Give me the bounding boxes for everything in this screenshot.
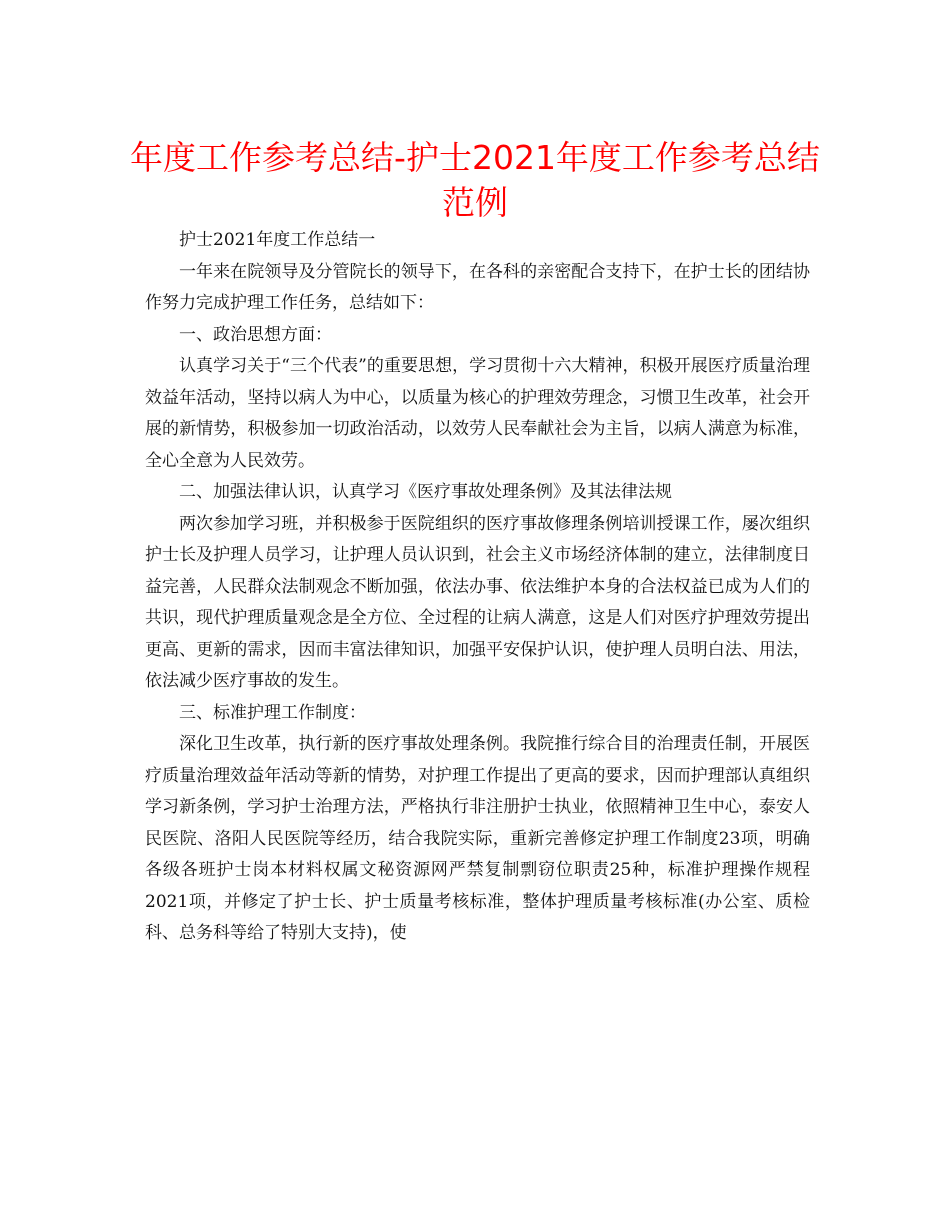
- paragraph: 一年来在院领导及分管院长的领导下，在各科的亲密配合支持下，在护士长的团结协作努力完成护理工作任务，总结如下：: [145, 261, 810, 313]
- section-heading: 三、标准护理工作制度：: [179, 702, 366, 723]
- document-body: [145, 225, 810, 950]
- section-heading: 护士2021年度工作总结一: [179, 230, 376, 250]
- section-heading: 二、加强法律认识，认真学习《医疗事故处理条例》及其法律法规: [179, 482, 672, 502]
- section-heading: 一、政治思想方面：: [179, 324, 332, 345]
- document-title: 年度工作参考总结-护士2021年度工作参考总结范例: [130, 138, 820, 222]
- paragraph: 认真学习关于“三个代表”的重要思想，学习贯彻十六大精神，积极开展医疗质量治理效益年活动，坚持以病人为中心，以质量为核心的护理效劳理念，习惯卫生改革，社会开展的新情势，积极参加一切政治活动，以效劳人民奉献社会为主旨，以病人满意为标准，全心全意为人民效劳。: [145, 356, 810, 471]
- paragraph: 两次参加学习班，并积极参于医院组织的医疗事故修理条例培训授课工作，屡次组织护士长及护理人员学习，让护理人员认识到，社会主义市场经济体制的建立，法律制度日益完善，人民群众法制观念不断加强，依法办事、依法维护本身的合法权益已成为人们的共识，现代护理质量观念是全方位、全过程的让病人满意，这是人们对医疗护理效劳提出更高、更新的需求，因而丰富法律知识，加强平安保护认识，使护理人员明白法、用法，依法减少医疗事故的发生。: [145, 513, 810, 691]
- paragraph: 深化卫生改革，执行新的医疗事故处理条例。我院推行综合目的治理责任制，开展医疗质量治理效益年活动等新的情势，对护理工作提出了更高的要求，因而护理部认真组织学习新条例，学习护士治理方法，严格执行非注册护士执业，依照精神卫生中心，泰安人民医院、洛阳人民医院等经历，结合我院实际，重新完善修定护理工作制度23项，明确各级各班护士岗本材料权属文秘资源网严禁复制剽窃位职责25种，标准护理操作规程2021项，并修定了护士长、护士质量考核标准，整体护理质量考核标准(办公室、质检科、总务科等给了特别大支持)，使: [145, 734, 810, 943]
